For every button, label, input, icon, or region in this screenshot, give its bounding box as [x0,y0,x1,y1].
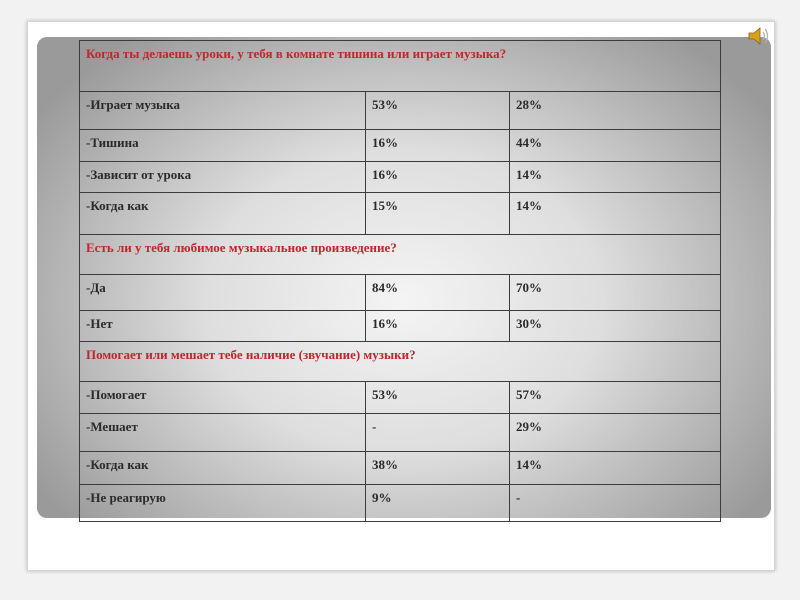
answer-label: -Нет [80,311,366,342]
value-cell-1: 16% [366,162,510,193]
answer-label: -Помогает [80,382,366,414]
value-cell-2: - [510,485,721,522]
value-cell-1: 84% [366,275,510,311]
value-cell-1: 38% [366,452,510,485]
table-row [80,311,721,342]
question-row [80,342,721,382]
speaker-icon[interactable] [748,26,770,46]
value-cell-2: 44% [510,130,721,162]
question-cell: Помогает или мешает тебе наличие (звучание) музыки? [80,342,721,382]
value-cell-1: 53% [366,92,510,130]
answer-label: -Играет музыка [80,92,366,130]
question-cell: Есть ли у тебя любимое музыкальное произведение? [80,235,721,275]
value-cell-2: 14% [510,193,721,235]
value-cell-1: 16% [366,311,510,342]
answer-label: -Мешает [80,414,366,452]
value-cell-2: 57% [510,382,721,414]
table-row [80,414,721,452]
table-row [80,275,721,311]
value-cell-2: 28% [510,92,721,130]
question-row [80,235,721,275]
table-row [80,452,721,485]
value-cell-1: 9% [366,485,510,522]
value-cell-1: 15% [366,193,510,235]
table-row [80,382,721,414]
value-cell-2: 29% [510,414,721,452]
value-cell-1: 16% [366,130,510,162]
survey-table [79,40,721,522]
value-cell-1: 53% [366,382,510,414]
table-row [80,485,721,522]
table-row [80,162,721,193]
value-cell-2: 14% [510,452,721,485]
table-row [80,92,721,130]
question-row [80,41,721,92]
answer-label: -Когда как [80,452,366,485]
answer-label: -Зависит от урока [80,162,366,193]
value-cell-1: - [366,414,510,452]
value-cell-2: 14% [510,162,721,193]
table-row [80,193,721,235]
answer-label: -Когда как [80,193,366,235]
answer-label: -Да [80,275,366,311]
answer-label: -Тишина [80,130,366,162]
value-cell-2: 70% [510,275,721,311]
question-cell: Когда ты делаешь уроки, у тебя в комнате тишина или играет музыка? [80,41,721,92]
table-row [80,130,721,162]
answer-label: -Не реагирую [80,485,366,522]
value-cell-2: 30% [510,311,721,342]
